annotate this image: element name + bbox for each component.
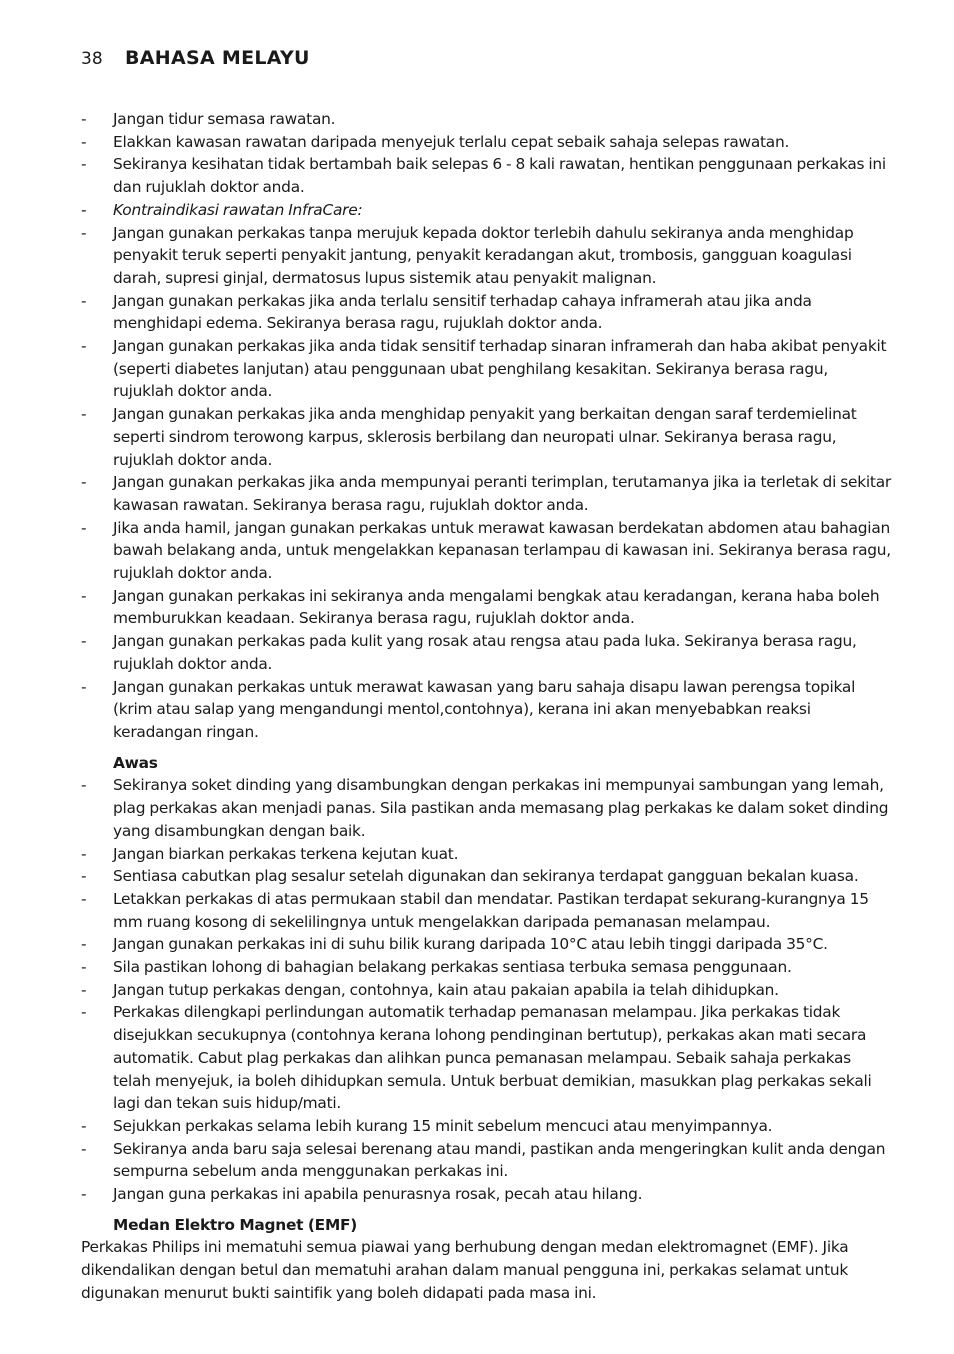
page-content [81, 108, 891, 1305]
page-title: BAHASA MELAYU [125, 47, 310, 69]
list-item: - Jangan gunakan perkakas pada kulit yang rosak atau rengsa atau pada luka. Sekiranya berasa ragu, rujuklah doktor anda. [81, 630, 891, 675]
list-item: - Jangan gunakan perkakas ini sekiranya anda mengalami bengkak atau keradangan, kerana haba boleh memburukkan keadaan. Sekiranya berasa ragu, rujuklah doktor anda. [81, 585, 891, 630]
list-item: - Jangan tutup perkakas dengan, contohnya, kain atau pakaian apabila ia telah dihidupkan. [81, 979, 891, 1002]
list-item: - Sekiranya anda baru saja selesai berenang atau mandi, pastikan anda mengeringkan kulit anda dengan sempurna sebelum anda menggunakan perkakas ini. [81, 1138, 891, 1183]
page-number: 38 [81, 49, 103, 69]
list-item: - Jika anda hamil, jangan gunakan perkakas untuk merawat kawasan berdekatan abdomen atau bahagian bawah belakang anda, untuk mengelakkan kepanasan terlampau di kawasan ini. Sekiranya berasa ragu, rujuklah doktor anda. [81, 517, 891, 585]
list-item: - Sila pastikan lohong di bahagian belakang perkakas sentiasa terbuka semasa penggunaan. [81, 956, 891, 979]
list-item: - Jangan gunakan perkakas tanpa merujuk kepada doktor terlebih dahulu sekiranya anda menghidap penyakit teruk seperti penyakit jantung, penyakit keradangan akut, trombosis, gangguan koagulasi darah, supresi ginjal, dermatosus lupus sistemik atau penyakit malignan. [81, 222, 891, 290]
list-item: - Jangan gunakan perkakas jika anda menghidap penyakit yang berkaitan dengan saraf terdemielinat seperti sindrom terowong karpus, sklerosis berbilang dan neuropati ulnar. Sekiranya berasa ragu, rujuklah doktor anda. [81, 403, 891, 471]
precautions-list [81, 108, 891, 744]
list-item: - Jangan tidur semasa rawatan. [81, 108, 891, 131]
page-header [81, 47, 310, 69]
emf-paragraph: Perkakas Philips ini mematuhi semua piawai yang berhubung dengan medan elektromagnet (EMF). Jika dikendalikan dengan betul dan mematuhi arahan dalam manual pengguna ini, perkakas selamat untuk digunakan menurut bukti saintifik yang boleh didapati pada masa ini. [81, 1238, 849, 1302]
list-item: - Jangan gunakan perkakas jika anda tidak sensitif terhadap sinaran inframerah dan haba akibat penyakit (seperti diabetes lanjutan) atau penggunaan ubat penghilang kesakitan. Sekiranya berasa ragu, rujuklah doktor anda. [81, 335, 891, 403]
list-item: - Sekiranya soket dinding yang disambungkan dengan perkakas ini mempunyai sambungan yang lemah, plag perkakas akan menjadi panas. Sila pastikan anda memasang plag perkakas ke dalam soket dinding yang disambungkan dengan baik. [81, 774, 891, 842]
list-item: - Elakkan kawasan rawatan daripada menyejuk terlalu cepat sebaik sahaja selepas rawatan. [81, 131, 891, 154]
list-item: - Jangan gunakan perkakas jika anda mempunyai peranti terimplan, terutamanya jika ia terletak di sekitar kawasan rawatan. Sekiranya berasa ragu, rujuklah doktor anda. [81, 471, 891, 516]
awas-heading: Awas [113, 753, 158, 772]
list-item: - Jangan biarkan perkakas terkena kejutan kuat. [81, 843, 891, 866]
emf-heading: Medan Elektro Magnet (EMF) [113, 1215, 358, 1234]
list-item: - Jangan gunakan perkakas jika anda terlalu sensitif terhadap cahaya inframerah atau jika anda menghidapi edema. Sekiranya berasa ragu, rujuklah doktor anda. [81, 290, 891, 335]
list-item: - Jangan gunakan perkakas ini di suhu bilik kurang daripada 10°C atau lebih tinggi daripada 35°C. [81, 933, 891, 956]
list-item-contraindications-heading: - Kontraindikasi rawatan InfraCare: [81, 199, 891, 222]
list-item: - Sekiranya kesihatan tidak bertambah baik selepas 6 - 8 kali rawatan, hentikan penggunaan perkakas ini dan rujuklah doktor anda. [81, 153, 891, 198]
list-item: - Sentiasa cabutkan plag sesalur setelah digunakan dan sekiranya terdapat gangguan bekalan kuasa. [81, 865, 891, 888]
list-item: - Sejukkan perkakas selama lebih kurang 15 minit sebelum mencuci atau menyimpannya. [81, 1115, 891, 1138]
awas-list [81, 774, 891, 1205]
list-item: - Jangan gunakan perkakas untuk merawat kawasan yang baru sahaja disapu lawan perengsa topikal (krim atau salap yang mengandungi mentol,contohnya), kerana ini akan menyebabkan reaksi keradangan ringan. [81, 676, 891, 744]
list-item: - Jangan guna perkakas ini apabila penurasnya rosak, pecah atau hilang. [81, 1183, 891, 1206]
list-item: - Letakkan perkakas di atas permukaan stabil dan mendatar. Pastikan terdapat sekurang-kurangnya 15 mm ruang kosong di sekelilingnya untuk mengelakkan daripada pemanasan melampau. [81, 888, 891, 933]
list-item: - Perkakas dilengkapi perlindungan automatik terhadap pemanasan melampau. Jika perkakas tidak disejukkan secukupnya (contohnya kerana lohong pendinginan bertutup), perkakas akan mati secara automatik. Cabut plag perkakas dan alihkan punca pemanasan melampau. Sebaik sahaja perkakas telah menyejuk, ia boleh dihidupkan semula. Untuk berbuat demikian, masukkan plag perkakas sekali lagi dan tekan suis hidup/mati. [81, 1001, 891, 1115]
